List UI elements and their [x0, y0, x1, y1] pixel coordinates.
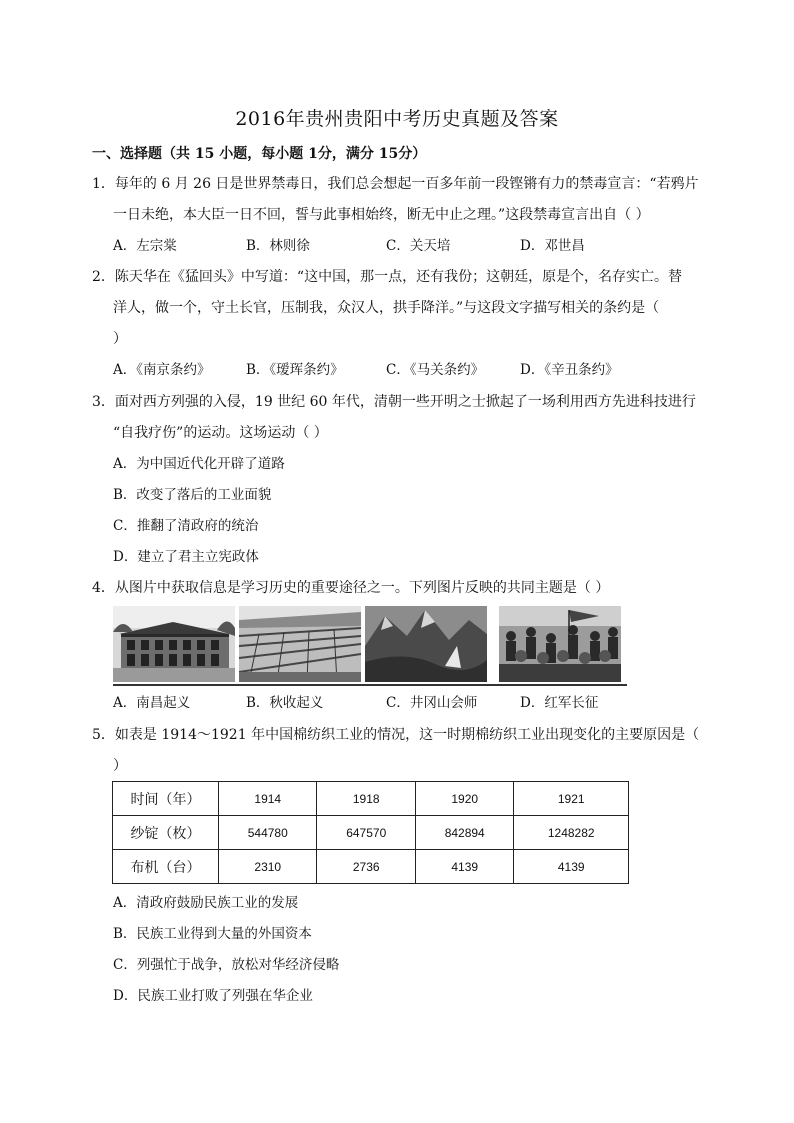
question-5-text: 5．如表是 1914～1921 年中国棉纺织工业的情况，这一时期棉纺织工业出现变化的主要原因是（ — [92, 727, 700, 743]
table-cell: 1248282 — [514, 816, 629, 850]
photo-strip — [113, 604, 627, 686]
q3-option-c: C．推翻了清政府的统治 — [113, 518, 259, 534]
table-cell: 1918 — [317, 782, 415, 816]
table-row-label: 时间（年） — [113, 782, 219, 816]
table-cell: 544780 — [219, 816, 317, 850]
mountain-photo — [365, 606, 487, 682]
question-2-text: 2．陈天华在《猛回头》中写道：“这中国，那一点，还有我份；这朝廷，原是个，名存实亡。替 — [92, 269, 683, 285]
q2-option-d: D．《辛丑条约》 — [520, 362, 619, 378]
q3-option-b: B．改变了落后的工业面貌 — [113, 487, 272, 503]
q5-option-a: A．清政府鼓励民族工业的发展 — [113, 895, 299, 911]
table-cell: 1914 — [219, 782, 317, 816]
q1-option-b: B．林则徐 — [246, 238, 310, 254]
question-1-text-cont: 一日未绝，本大臣一日不回，誓与此事相始终，断无中止之理。”这段禁毒宣言出自（ ） — [113, 207, 650, 223]
q5-option-d: D．民族工业打败了列强在华企业 — [113, 988, 313, 1004]
table-cell: 842894 — [415, 816, 513, 850]
table-row — [113, 816, 629, 850]
question-2-text-cont2: ） — [113, 331, 127, 347]
q4-option-b: B．秋收起义 — [246, 695, 324, 711]
q3-option-d: D．建立了君主立宪政体 — [113, 549, 259, 565]
page-title: 2016年贵州贵阳中考历史真题及答案 — [235, 108, 559, 130]
q4-option-a: A．南昌起义 — [113, 695, 191, 711]
table-cell: 4139 — [415, 850, 513, 884]
table-cell: 647570 — [317, 816, 415, 850]
q5-option-c: C．列强忙于战争，放松对华经济侵略 — [113, 957, 340, 973]
table-cell: 2736 — [317, 850, 415, 884]
question-2-text-cont: 洋人，做一个，守土长官，压制我，众汉人，拱手降洋。”与这段文字描写相关的条约是（ — [113, 300, 660, 316]
table-cell: 4139 — [514, 850, 629, 884]
q2-option-a: A．《南京条约》 — [113, 362, 211, 378]
q1-option-c: C．关天培 — [386, 238, 451, 254]
q5-option-b: B．民族工业得到大量的外国资本 — [113, 926, 312, 942]
table-row-label: 布机（台） — [113, 850, 219, 884]
section-heading: 一、选择题（共 15 小题，每小题 1分，满分 15分） — [92, 146, 427, 162]
building-photo — [113, 606, 235, 682]
q1-option-d: D．邓世昌 — [520, 238, 585, 254]
question-3-text: 3．面对西方列强的入侵，19 世纪 60 年代，清朝一些开明之士掀起了一场利用西方先进科技进行 — [92, 394, 696, 410]
table-row-label: 纱锭（枚） — [113, 816, 219, 850]
question-5-text-cont: ） — [113, 758, 127, 774]
q2-option-c: C．《马关条约》 — [386, 362, 485, 378]
cotton-industry-table — [112, 781, 629, 884]
table-cell: 2310 — [219, 850, 317, 884]
q4-option-d: D．红军长征 — [520, 695, 599, 711]
table-row — [113, 782, 629, 816]
q3-option-a: A．为中国近代化开辟了道路 — [113, 456, 285, 472]
table-cell: 1921 — [514, 782, 629, 816]
q1-option-a: A．左宗棠 — [113, 238, 177, 254]
q4-option-c: C．井冈山会师 — [386, 695, 478, 711]
table-row — [113, 850, 629, 884]
q2-option-b: B．《瑷珲条约》 — [246, 362, 344, 378]
question-3-text-cont: “自我疗伤”的运动。这场运动（ ） — [113, 425, 328, 441]
question-4-text: 4．从图片中获取信息是学习历史的重要途径之一。下列图片反映的共同主题是（ ） — [92, 580, 610, 596]
bridge-photo — [239, 606, 361, 682]
table-cell: 1920 — [415, 782, 513, 816]
question-1-text: 1．每年的 6 月 26 日是世界禁毒日，我们总会想起一百多年前一段铿锵有力的禁毒宣言：“若鸦片 — [92, 176, 699, 192]
crowd-photo — [499, 606, 621, 682]
